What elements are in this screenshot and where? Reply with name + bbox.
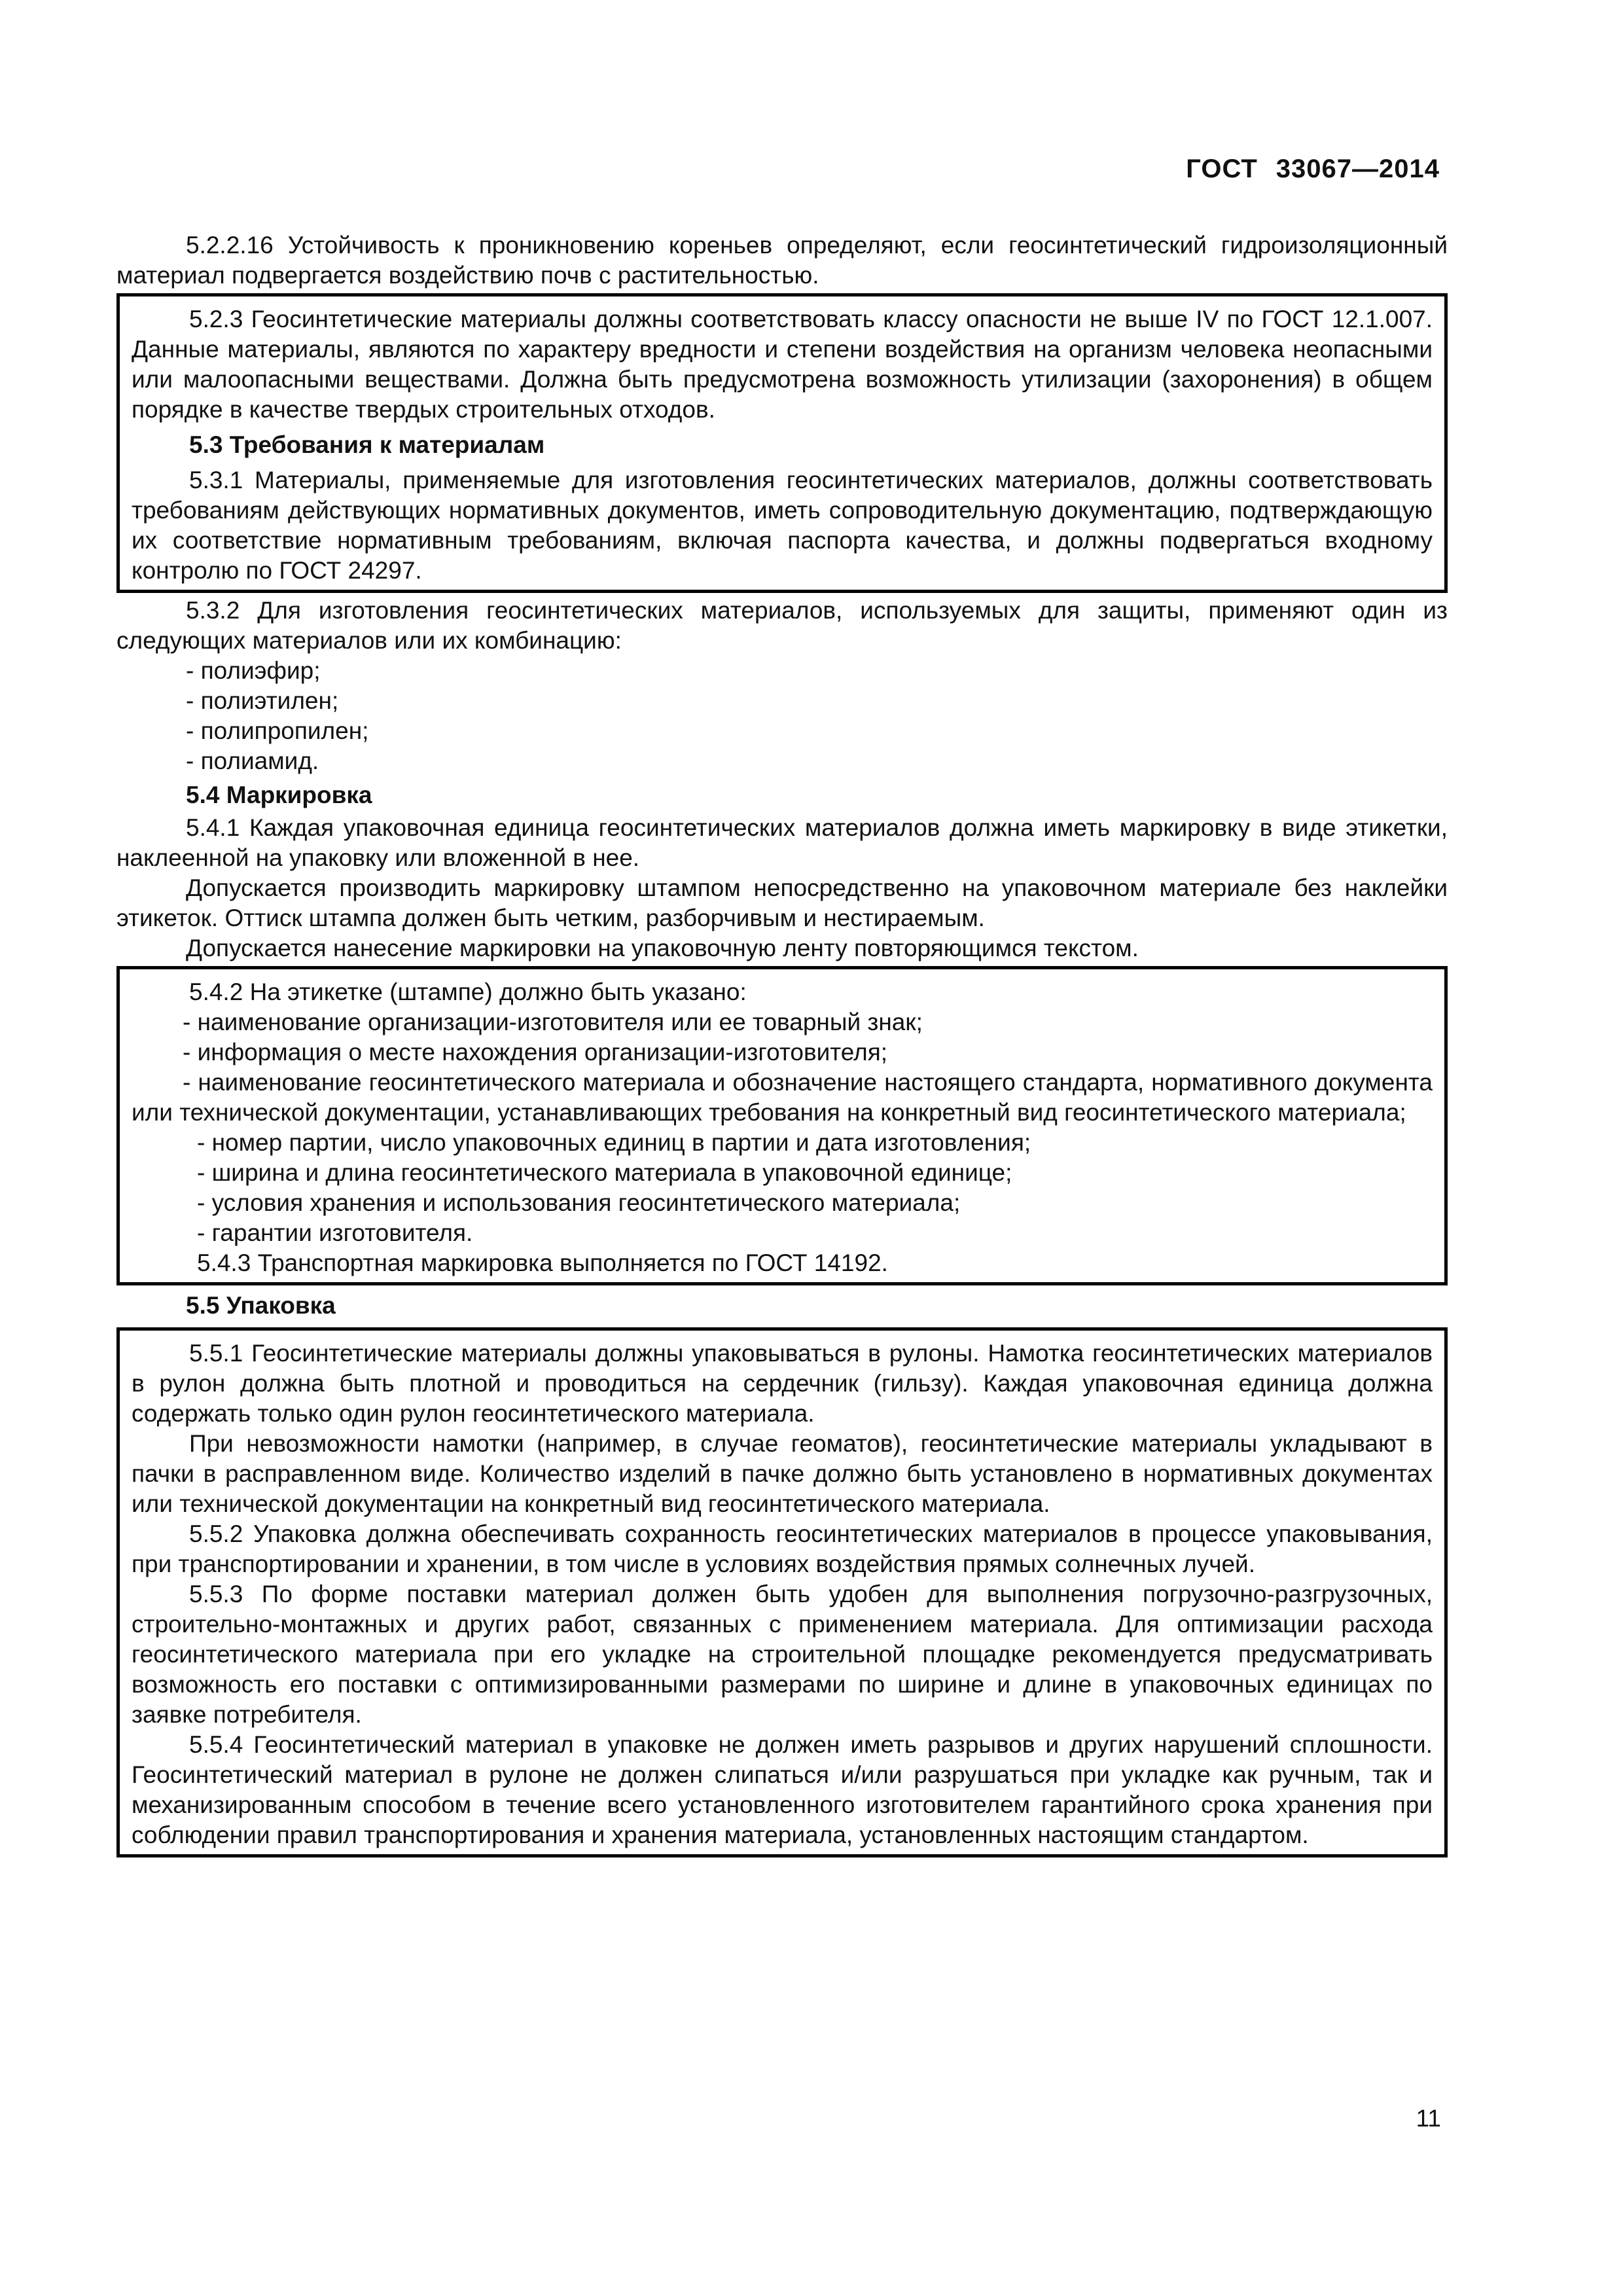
paragraph-5-4-1-stamp: Допускается производить маркировку штампом непосредственно на упаковочном материале без наклейки этикеток. Оттиск штампа должен быть четким, разборчивым и нестираемым. bbox=[116, 874, 1448, 931]
paragraph-5-5-3: 5.5.3 По форме поставки материал должен быть удобен для выполнения погрузочно-разгрузочных, строительно-монтажных и других работ, связанных с применением материала. Для оптимизации расхода геосинтетического материала при его укладке на строительной площадке рекомендуется предусматривать возможность его поставки с оптимизированными размерами по ширине и длине в упаковочных единицах по заявке потребителя. bbox=[132, 1581, 1433, 1728]
paragraph-5-5-1-stacks: При невозможности намотки (например, в случае геоматов), геосинтетические материалы укладывают в пачки в расправленном виде. Количество изделий в пачке должно быть установлено в нормативных документах или технической документации на конкретный вид геосинтетического материала. bbox=[132, 1430, 1433, 1517]
section-heading-5-3: 5.3 Требования к материалам bbox=[189, 431, 545, 458]
paragraph-5-5-2: 5.5.2 Упаковка должна обеспечивать сохранность геосинтетических материалов в процессе упаковывания, при транспортировании и хранении, в том числе в условиях воздействия прямых солнечных лучей. bbox=[132, 1520, 1433, 1577]
framed-block-5-2-3 bbox=[116, 293, 1448, 593]
list-item: - ширина и длина геосинтетического материала в упаковочной единице; bbox=[197, 1159, 1012, 1186]
list-item: - наименование геосинтетического материала и обозначение настоящего стандарта, нормативного документа или технической документации, устанавливающих требования на конкретный вид геосинтетического материала; bbox=[132, 1069, 1433, 1126]
paragraph-5-2-3: 5.2.3 Геосинтетические материалы должны соответствовать классу опасности не выше IV по ГОСТ 12.1.007. Данные материалы, являются по характеру вредности и степени воздействия на организм человека неопасными или малоопасными веществами. Должна быть предусмотрена возможность утилизации (захоронения) в общем порядке в качестве твердых строительных отходов. bbox=[132, 306, 1433, 423]
paragraph-5-5-1: 5.5.1 Геосинтетические материалы должны упаковываться в рулоны. Намотка геосинтетических материалов в рулон должна быть плотной и проводиться на сердечник (гильзу). Каждая упаковочная единица должна содержать только один рулон геосинтетического материала. bbox=[132, 1340, 1433, 1427]
paragraph-5-4-3: 5.4.3 Транспортная маркировка выполняется по ГОСТ 14192. bbox=[197, 1249, 888, 1276]
framed-block-5-5 bbox=[116, 1327, 1448, 1857]
paragraph-5-4-1: 5.4.1 Каждая упаковочная единица геосинтетических материалов должна иметь маркировку в виде этикетки, наклеенной на упаковку или вложенной в нее. bbox=[116, 814, 1448, 871]
paragraph-5-2-2-16: 5.2.2.16 Устойчивость к проникновению кореньев определяют, если геосинтетический гидроизоляционный материал подвергается воздействию почв с растительностью. bbox=[116, 232, 1448, 289]
list-item: - полипропилен; bbox=[186, 717, 369, 744]
list-item: - полиамид. bbox=[186, 747, 319, 774]
section-heading-5-4: 5.4 Маркировка bbox=[186, 781, 372, 808]
list-item: - полиэтилен; bbox=[186, 687, 339, 714]
document-body bbox=[116, 230, 1448, 1860]
paragraph-5-3-1: 5.3.1 Материалы, применяемые для изготовления геосинтетических материалов, должны соответствовать требованиям действующих нормативных документов, иметь сопроводительную документацию, подтверждающую их соответствие нормативным требованиям, включая паспорта качества, и должны подвергаться входному контролю по ГОСТ 24297. bbox=[132, 467, 1433, 584]
list-item: - наименование организации-изготовителя или ее товарный знак; bbox=[183, 1009, 923, 1035]
page-number: 11 bbox=[1416, 2105, 1441, 2132]
paragraph-5-3-2: 5.3.2 Для изготовления геосинтетических материалов, используемых для защиты, применяют один из следующих материалов или их комбинацию: bbox=[116, 597, 1448, 654]
paragraph-5-4-1-tape: Допускается нанесение маркировки на упаковочную ленту повторяющимся текстом. bbox=[186, 935, 1139, 961]
list-item: - информация о месте нахождения организации-изготовителя; bbox=[183, 1039, 888, 1066]
paragraph-5-4-2: 5.4.2 На этикетке (штампе) должно быть указано: bbox=[189, 978, 747, 1005]
list-item: - условия хранения и использования геосинтетического материала; bbox=[197, 1189, 961, 1216]
list-item: - гарантии изготовителя. bbox=[197, 1219, 473, 1246]
list-item: - полиэфир; bbox=[186, 657, 321, 684]
standard-number: 33067—2014 bbox=[1275, 154, 1440, 183]
section-heading-5-5: 5.5 Упаковка bbox=[186, 1292, 336, 1319]
document-header bbox=[1186, 154, 1440, 184]
gost-label: ГОСТ bbox=[1186, 154, 1258, 183]
framed-block-5-4-2 bbox=[116, 966, 1448, 1285]
list-item: - номер партии, число упаковочных единиц в партии и дата изготовления; bbox=[197, 1129, 1031, 1156]
paragraph-5-5-4: 5.5.4 Геосинтетический материал в упаковке не должен иметь разрывов и других нарушений сплошности. Геосинтетический материал в рулоне не должен слипаться и/или разрушаться при укладке как ручным, так и механизированным способом в течение всего установленного изготовителем гарантийного срока хранения при соблюдении правил транспортирования и хранения материала, установленных настоящим стандартом. bbox=[132, 1731, 1433, 1848]
